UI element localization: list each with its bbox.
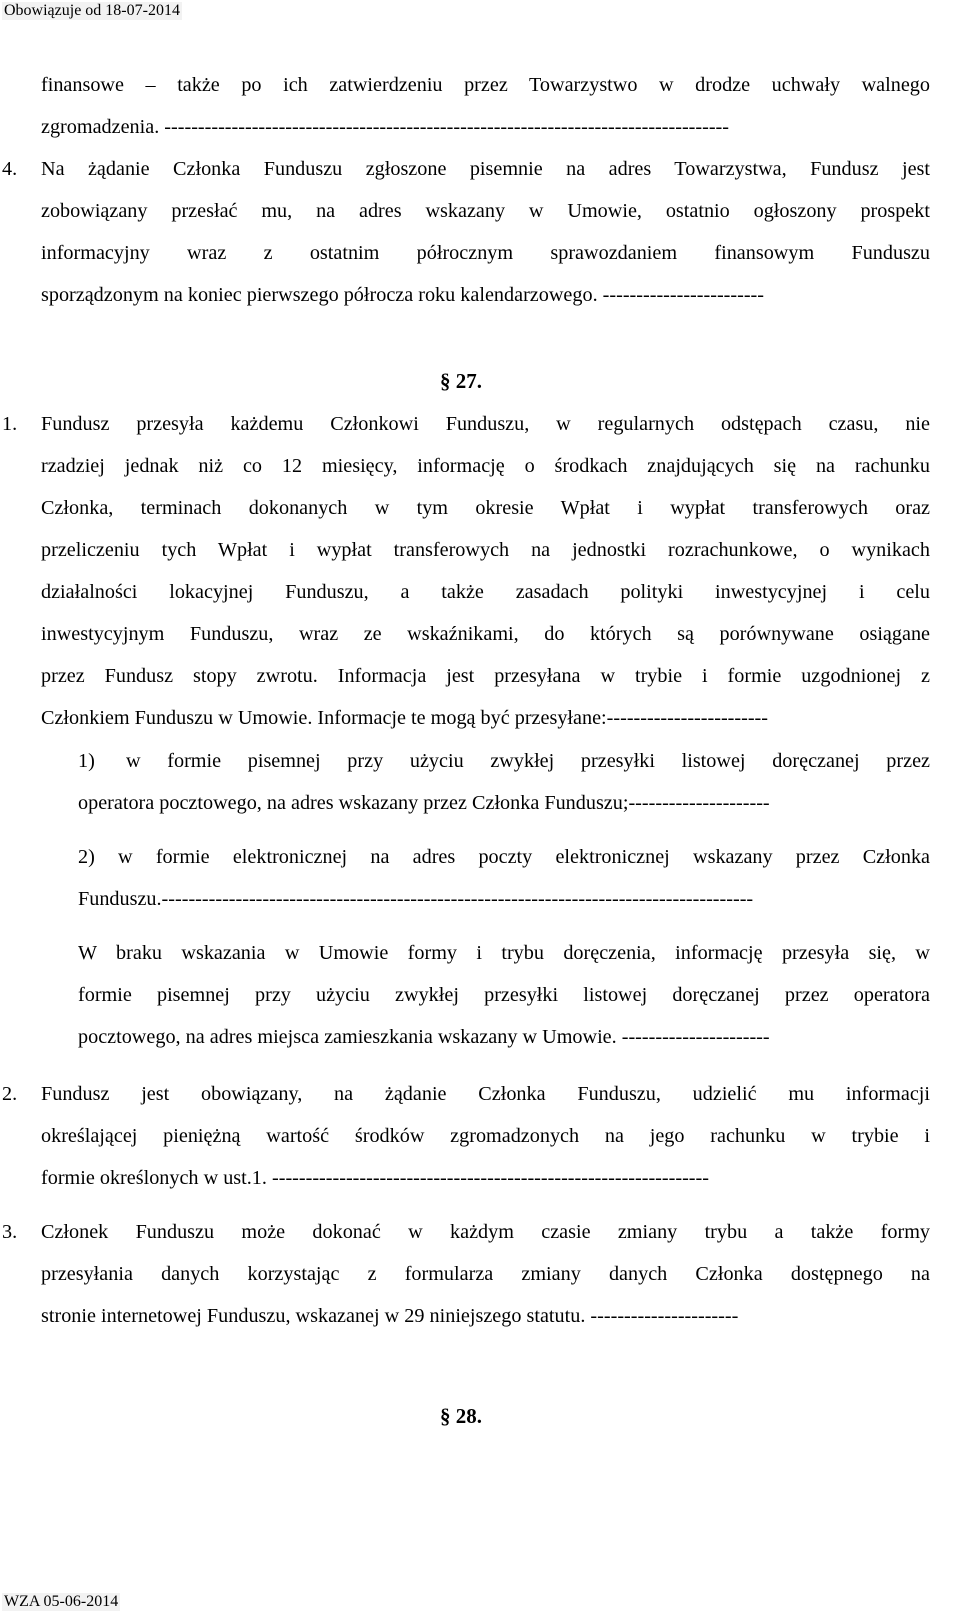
text-line: operatora pocztowego, na adres wskazany przez Członka Funduszu;--------------------- xyxy=(78,792,770,814)
text-line: Na żądanie Członka Funduszu zgłoszone pisemnie na adres Towarzystwa, Fundusz jest xyxy=(41,158,930,180)
text-line: Członek Funduszu może dokonać w każdym czasie zmiany trybu a także formy xyxy=(41,1221,930,1243)
paragraph-number: 3. xyxy=(2,1221,18,1243)
text-line: określającej pieniężną wartość środków zgromadzonych na jego rachunku w trybie i xyxy=(41,1125,930,1147)
text-line: przez Fundusz stopy zwrotu. Informacja jest przesyłana w trybie i formie uzgodnionej z xyxy=(41,665,930,687)
text-line: działalności lokacyjnej Funduszu, a także zasadach polityki inwestycyjnej i celu xyxy=(41,581,930,603)
section-sign: § xyxy=(440,1404,451,1428)
text-line: w formie pisemnej przy użyciu zwykłej przesyłki listowej doręczanej przez xyxy=(126,750,930,772)
section-heading-27 xyxy=(440,360,482,402)
text-line: rzadziej jednak niż co 12 miesięcy, informację o środkach znajdujących się na rachunku xyxy=(41,455,930,477)
section-heading-28 xyxy=(440,1395,482,1437)
effective-date-label: Obowiązuje od 18-07-2014 xyxy=(4,2,180,19)
section-number: 27. xyxy=(455,369,482,393)
text-line: inwestycyjnym Funduszu, wraz ze wskaźnikami, do których są porównywane osiągane xyxy=(41,623,930,645)
page-footer xyxy=(0,1591,960,1613)
text-line: Funduszu.---------------------------------------------------------------------------------------- xyxy=(78,888,754,910)
text-line: informacyjny wraz z ostatnim półrocznym sprawozdaniem finansowym Funduszu xyxy=(41,242,930,264)
text-line: sporządzonym na koniec pierwszego półrocza roku kalendarzowego. ------------------------ xyxy=(41,284,765,306)
text-line: Członka, terminach dokonanych w tym okresie Wpłat i wypłat transferowych oraz xyxy=(41,497,930,519)
page-header xyxy=(0,0,960,22)
text-line: stronie internetowej Funduszu, wskazanej w 29 niniejszego statutu. ---------------------- xyxy=(41,1305,739,1327)
section-sign: § xyxy=(440,369,451,393)
text-line: Fundusz przesyła każdemu Członkowi Funduszu, w regularnych odstępach czasu, nie xyxy=(41,413,930,435)
text-line: formie pisemnej przy użyciu zwykłej przesyłki listowej doręczanej przez operatora xyxy=(78,984,930,1006)
text-line: formie określonych w ust.1. ----------------------------------------------------------------- xyxy=(41,1167,709,1189)
paragraph-number: 4. xyxy=(2,158,18,180)
section-number: 28. xyxy=(455,1404,482,1428)
text-line: Fundusz jest obowiązany, na żądanie Członka Funduszu, udzielić mu informacji xyxy=(41,1083,930,1105)
paragraph-number: 2. xyxy=(2,1083,18,1105)
paragraph-number: 1. xyxy=(2,413,18,435)
text-line: finansowe – także po ich zatwierdzeniu przez Towarzystwo w drodze uchwały walnego xyxy=(41,74,930,96)
text-line: przeliczeniu tych Wpłat i wypłat transferowych na jednostki rozrachunkowe, o wynikach xyxy=(41,539,930,561)
text-line: zgromadzenia. ------------------------------------------------------------------------------------ xyxy=(41,116,730,138)
text-line: pocztowego, na adres miejsca zamieszkania wskazany w Umowie. ---------------------- xyxy=(78,1026,770,1048)
text-line: Członkiem Funduszu w Umowie. Informacje te mogą być przesyłane:------------------------ xyxy=(41,707,768,729)
document-version-label: WZA 05-06-2014 xyxy=(4,1593,119,1610)
text-line: W braku wskazania w Umowie formy i trybu doręczenia, informację przesyła się, w xyxy=(78,942,930,964)
text-line: 2) w formie elektronicznej na adres poczty elektronicznej wskazany przez Członka xyxy=(78,846,930,868)
text-line: przesyłania danych korzystając z formularza zmiany danych Członka dostępnego na xyxy=(41,1263,930,1285)
text-line: zobowiązany przesłać mu, na adres wskazany w Umowie, ostatnio ogłoszony prospekt xyxy=(41,200,930,222)
list-item-number: 1) xyxy=(78,750,95,772)
